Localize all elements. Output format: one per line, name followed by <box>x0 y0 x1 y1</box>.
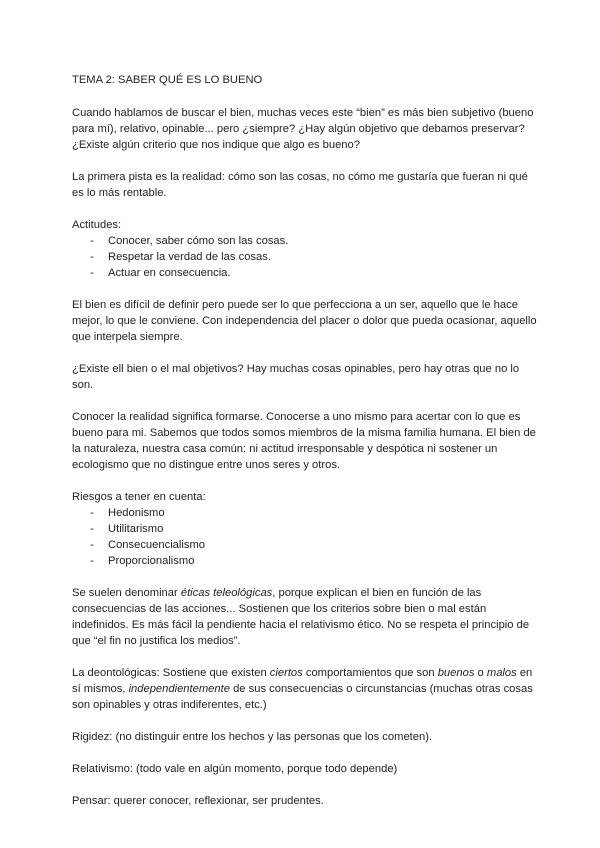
attitudes-list <box>72 233 540 281</box>
paragraph-objective-question: ¿Existe ell bien o el mal objetivos? Hay muchas cosas opinables, pero hay otras que no lo son. <box>72 363 520 391</box>
paragraph-relativism: Relativismo: (todo vale en algún momento, porque todo depende) <box>72 763 398 775</box>
emphasis-ciertos: ciertos <box>269 667 303 679</box>
list-item-text: Proporcionalismo <box>108 555 195 567</box>
list-dash: - <box>90 507 94 519</box>
attitudes-heading: Actitudes: <box>72 219 122 231</box>
list-dash: - <box>90 523 94 535</box>
paragraph-rigidity: Rigidez: (no distinguir entre los hechos y las personas que los cometen). <box>72 731 433 743</box>
text-run: de sus consecuencias o circunstancias (muchas otras cosas son opinables y otras indiferentes, etc.) <box>72 683 533 711</box>
text-run: o <box>474 667 487 679</box>
list-item-text: Respetar la verdad de las cosas. <box>108 251 271 263</box>
list-item-text: Actuar en consecuencia. <box>108 267 231 279</box>
text-run: en sí mismos, <box>72 667 533 695</box>
paragraph-first-clue: La primera pista es la realidad: cómo son las cosas, no cómo me gustaría que fueran ni qué es lo más rentable. <box>72 171 528 199</box>
list-item <box>72 521 540 537</box>
list-item-text: Utilitarismo <box>108 523 164 535</box>
paragraph-deontological <box>72 665 540 713</box>
list-item <box>72 249 540 265</box>
list-item-text: Consecuencialismo <box>108 539 206 551</box>
paragraph-knowing-reality: Conocer la realidad significa formarse. Conocerse a uno mismo para acertar con lo que es bueno para mi. Sabemos que todos somos miembros de la misma familia humana. El bien de la naturaleza, nuestra casa común: ni actitud irresponsable y despótica ni sostener un ecologismo que no distingue entre unos seres y otros. <box>72 411 536 471</box>
list-item <box>72 537 540 553</box>
attitudes-section <box>72 217 540 281</box>
emphasis-teleological-ethics: éticas teleológicas <box>180 587 273 599</box>
text-run: , porque explican el bien en función de las consecuencias de las acciones... Sostienen que los criterios sobre bien o mal están indefinidos. Es más fácil la pendiente hacia el relativismo ético. No se respeta el principio de que “el fin no justifica los medios”. <box>72 587 530 647</box>
list-item <box>72 553 540 569</box>
list-dash: - <box>90 267 94 279</box>
list-dash: - <box>90 251 94 263</box>
paragraph-teleological <box>72 585 540 649</box>
list-dash: - <box>90 555 94 567</box>
list-item-text: Conocer, saber cómo son las cosas. <box>108 235 289 247</box>
risks-heading: Riesgos a tener en cuenta: <box>72 491 206 503</box>
text-run: La deontológicas: Sostiene que existen <box>72 667 270 679</box>
paragraph-good-definition: El bien es difícil de definir pero puede ser lo que perfecciona a un ser, aquello que le hace mejor, lo que le conviene. Con independencia del placer o dolor que pueda ocasionar, aquello que interpela siempre. <box>72 299 537 343</box>
list-item <box>72 265 540 281</box>
document-title: TEMA 2: SABER QUÉ ES LO BUENO <box>72 74 263 86</box>
list-dash: - <box>90 539 94 551</box>
list-item <box>72 233 540 249</box>
risks-section <box>72 489 540 569</box>
paragraph-think: Pensar: querer conocer, reflexionar, ser prudentes. <box>72 795 324 807</box>
emphasis-independientemente: independientemente <box>128 683 230 695</box>
emphasis-malos: malos <box>486 667 517 679</box>
risks-list <box>72 505 540 569</box>
list-item-text: Hedonismo <box>108 507 165 519</box>
list-item <box>72 505 540 521</box>
text-run: Se suelen denominar <box>72 587 181 599</box>
list-dash: - <box>90 235 94 247</box>
text-run: comportamientos que son <box>302 667 438 679</box>
paragraph-intro: Cuando hablamos de buscar el bien, muchas veces este “bien” es más bien subjetivo (bueno para mí), relativo, opinable... pero ¿siempre? ¿Hay algún objetivo que debamos preservar? ¿Existe algún criterio que nos indique que algo es bueno? <box>72 107 534 151</box>
emphasis-buenos: buenos <box>437 667 475 679</box>
